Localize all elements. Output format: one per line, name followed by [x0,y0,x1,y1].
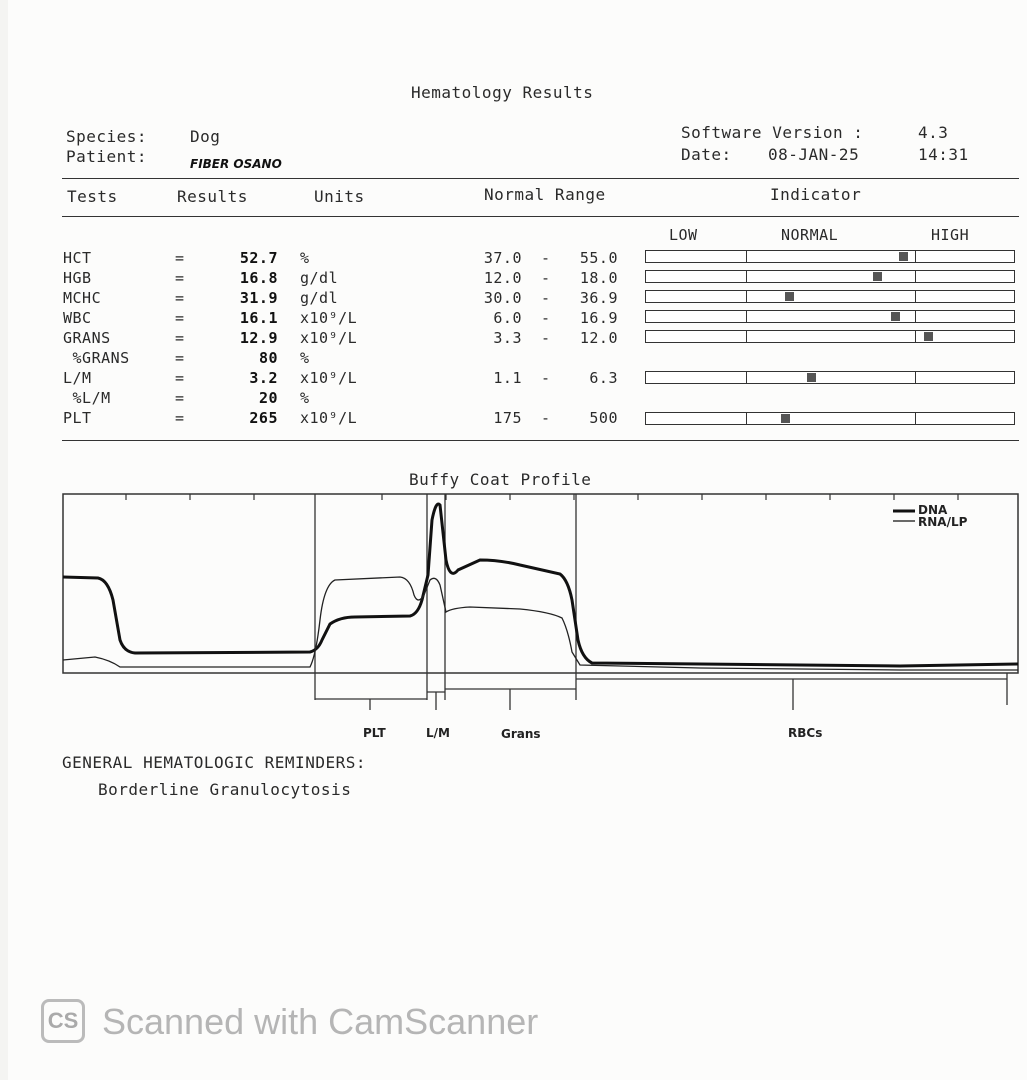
equals-sign: = [175,329,185,347]
unit: x10⁹/L [300,329,358,347]
unit: g/dl [300,289,339,307]
test-name: PLT [63,409,92,427]
unit: g/dl [300,269,339,287]
test-name: MCHC [63,289,102,307]
unit: x10⁹/L [300,369,358,387]
date-value: 08-JAN-25 [768,145,860,164]
unit: % [300,349,310,367]
range-high: 36.9 [579,289,618,307]
equals-sign: = [175,369,185,387]
equals-sign: = [175,269,185,287]
range-high: 500 [589,409,618,427]
equals-sign: = [175,389,185,407]
date-label: Date: [681,145,732,164]
range-dash: - [541,309,551,327]
unit: x10⁹/L [300,309,358,327]
range-dash: - [541,289,551,307]
range-high: 55.0 [579,249,618,267]
test-name: GRANS [63,329,111,347]
range-dash: - [541,249,551,267]
indicator-low-label: LOW [669,226,698,244]
dna-series-line [63,504,1018,666]
range-dash: - [541,329,551,347]
result-value: 16.1 [239,309,278,327]
reminders-heading: GENERAL HEMATOLOGIC REMINDERS: [62,753,366,772]
indicator-normal-label: NORMAL [781,226,839,244]
col-indicator: Indicator [770,185,862,204]
region-label-plt: PLT [363,726,386,740]
rna-lp-series-line [63,577,1018,670]
col-normal-range: Normal Range [484,185,606,204]
result-value: 52.7 [239,249,278,267]
test-name: L/M [63,369,92,387]
camscanner-logo-icon: CS [41,999,85,1043]
legend-rna-label: RNA/LP [918,515,968,529]
species-label: Species: [66,127,148,146]
report-title: Hematology Results [411,83,594,102]
species-value: Dog [190,127,221,146]
result-value: 80 [258,349,278,367]
range-low: 3.3 [493,329,522,347]
chart-title: Buffy Coat Profile [409,470,592,489]
range-high: 18.0 [579,269,618,287]
equals-sign: = [175,289,185,307]
test-name: %GRANS [63,349,130,367]
range-low: 37.0 [483,249,522,267]
col-results: Results [177,187,248,206]
range-dash: - [541,269,551,287]
range-dash: - [541,369,551,387]
result-value: 16.8 [239,269,278,287]
test-name: HCT [63,249,92,267]
equals-sign: = [175,409,185,427]
range-high: 16.9 [579,309,618,327]
indicator-high-label: HIGH [931,226,970,244]
test-name: %L/M [63,389,111,407]
range-low: 12.0 [483,269,522,287]
chart-region-brackets [315,673,1007,710]
col-tests: Tests [67,187,118,206]
patient-label: Patient: [66,147,148,166]
result-value: 31.9 [239,289,278,307]
patient-value: FIBER OSANO [190,157,282,171]
range-high: 12.0 [579,329,618,347]
chart-top-ticks [126,494,958,500]
region-label-rbcs: RBCs [788,726,823,740]
result-value: 12.9 [239,329,278,347]
watermark-text: Scanned with CamScanner [102,1001,539,1042]
range-dash: - [541,409,551,427]
unit: x10⁹/L [300,409,358,427]
range-low: 1.1 [493,369,522,387]
range-high: 6.3 [589,369,618,387]
result-value: 3.2 [249,369,278,387]
chart-frame [63,494,1018,673]
equals-sign: = [175,349,185,367]
range-low: 6.0 [493,309,522,327]
software-value: 4.3 [918,123,949,142]
range-low: 175 [493,409,522,427]
equals-sign: = [175,309,185,327]
test-name: HGB [63,269,92,287]
time-value: 14:31 [918,145,969,164]
equals-sign: = [175,249,185,267]
region-label-grans: Grans [501,727,541,741]
region-label-lm: L/M [426,726,450,740]
col-units: Units [314,187,365,206]
unit: % [300,389,310,407]
result-value: 265 [249,409,278,427]
software-label: Software Version : [681,123,864,142]
unit: % [300,249,310,267]
result-value: 20 [258,389,278,407]
legend-dna-label: DNA [918,503,948,517]
reminder-item: Borderline Granulocytosis [98,780,352,799]
test-name: WBC [63,309,92,327]
range-low: 30.0 [483,289,522,307]
chart-region-dividers [315,494,576,700]
